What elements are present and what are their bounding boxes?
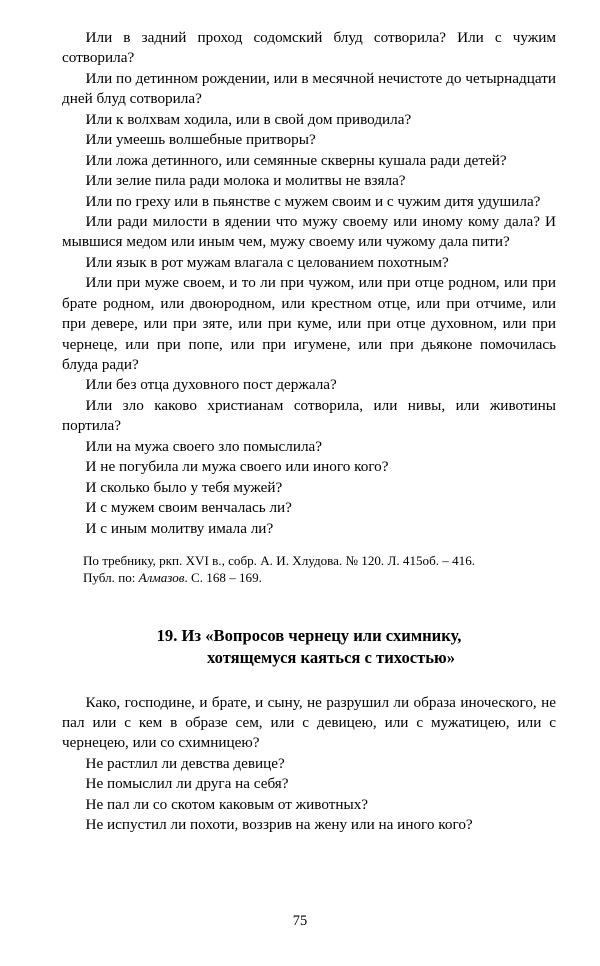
paragraph: Не испустил ли похоти, воззрив на жену или на иного кого? <box>85 816 473 834</box>
spacer <box>62 539 556 552</box>
paragraph: Не помыслил ли друга на себя? <box>85 775 289 793</box>
paragraph: Или на мужа своего зло помыслила? <box>85 437 323 455</box>
paragraph: И с иным молитву имала ли? <box>85 519 274 537</box>
paragraph: И не погубила ли мужа своего или иного кого? <box>85 458 389 476</box>
paragraph: Или ложа детинного, или семянные скверны кушала ради детей? <box>85 151 507 169</box>
paragraph: Или ради милости в ядении что мужу своему или иному кому дала? И мывшися медом или иным чем, мужу своему или чужому дала пити? <box>62 212 556 251</box>
source-note-block <box>62 552 556 587</box>
section-heading-line-2: хотящемуся каяться с тихостью» <box>206 648 456 668</box>
paragraph: Или язык в рот мужам влагала с целованием похотным? <box>85 253 449 271</box>
section-heading-line-1: 19. Из «Вопросов чернецу или схимнику, <box>156 625 462 645</box>
paragraph: Или в задний проход содомский блуд сотворила? Или с чужим сотворила? <box>62 29 556 67</box>
section-text-block <box>62 693 556 836</box>
paragraph: И с мужем своим венчалась ли? <box>85 499 292 517</box>
page-number: 75 <box>292 913 308 929</box>
paragraph: Или по греху или в пьянстве с мужем своим и с чужим дитя удушила? <box>85 192 541 210</box>
main-text-block <box>62 28 556 539</box>
source-reference: По требнику, ркп. XVI в., собр. А. И. Хлудова. № 120. Л. 415об. – 416. <box>82 552 476 568</box>
paragraph: Или при муже своем, и то ли при чужом, или при отце родном, или при брате родном, или двоюродном, или крестном отце, или при отчиме, или при девере, или при зяте, или при куме, или при отце духовном, или при чернеце, или при попе, или при игумене, или при дьяконе помочилась блуда ради? <box>62 274 556 373</box>
paragraph: Или без отца духовного пост держала? <box>85 376 337 394</box>
paragraph: Или зло каково христианам сотворила, или нивы, или животины портила? <box>62 396 556 435</box>
paragraph: Или по детинном рождении, или в месячной нечистоте до четырнадцати дней блуд сотворила? <box>62 69 556 108</box>
paragraph: Како, господине, и брате, и сыну, не разрушил ли образа иноческого, не пал или с кем в образе сем, или с девицею, или с мужатицею, или с чернецею, или со схимницею? <box>62 693 556 752</box>
publication-reference <box>62 569 556 586</box>
paragraph: Или умеешь волшебные притворы? <box>85 131 316 149</box>
section-heading <box>62 625 556 670</box>
publ-author: Алмазов <box>138 570 185 586</box>
publ-suffix: . С. 168 – 169. <box>184 570 262 586</box>
paragraph: Не пал ли со скотом каковым от животных? <box>85 795 369 813</box>
paragraph: Не растлил ли девства девице? <box>85 754 285 772</box>
publ-prefix: Публ. по: <box>82 570 139 586</box>
paragraph: Или зелие пила ради молока и молитвы не взяла? <box>85 172 406 190</box>
paragraph: И сколько было у тебя мужей? <box>85 478 283 496</box>
paragraph: Или к волхвам ходила, или в свой дом приводила? <box>85 110 412 128</box>
